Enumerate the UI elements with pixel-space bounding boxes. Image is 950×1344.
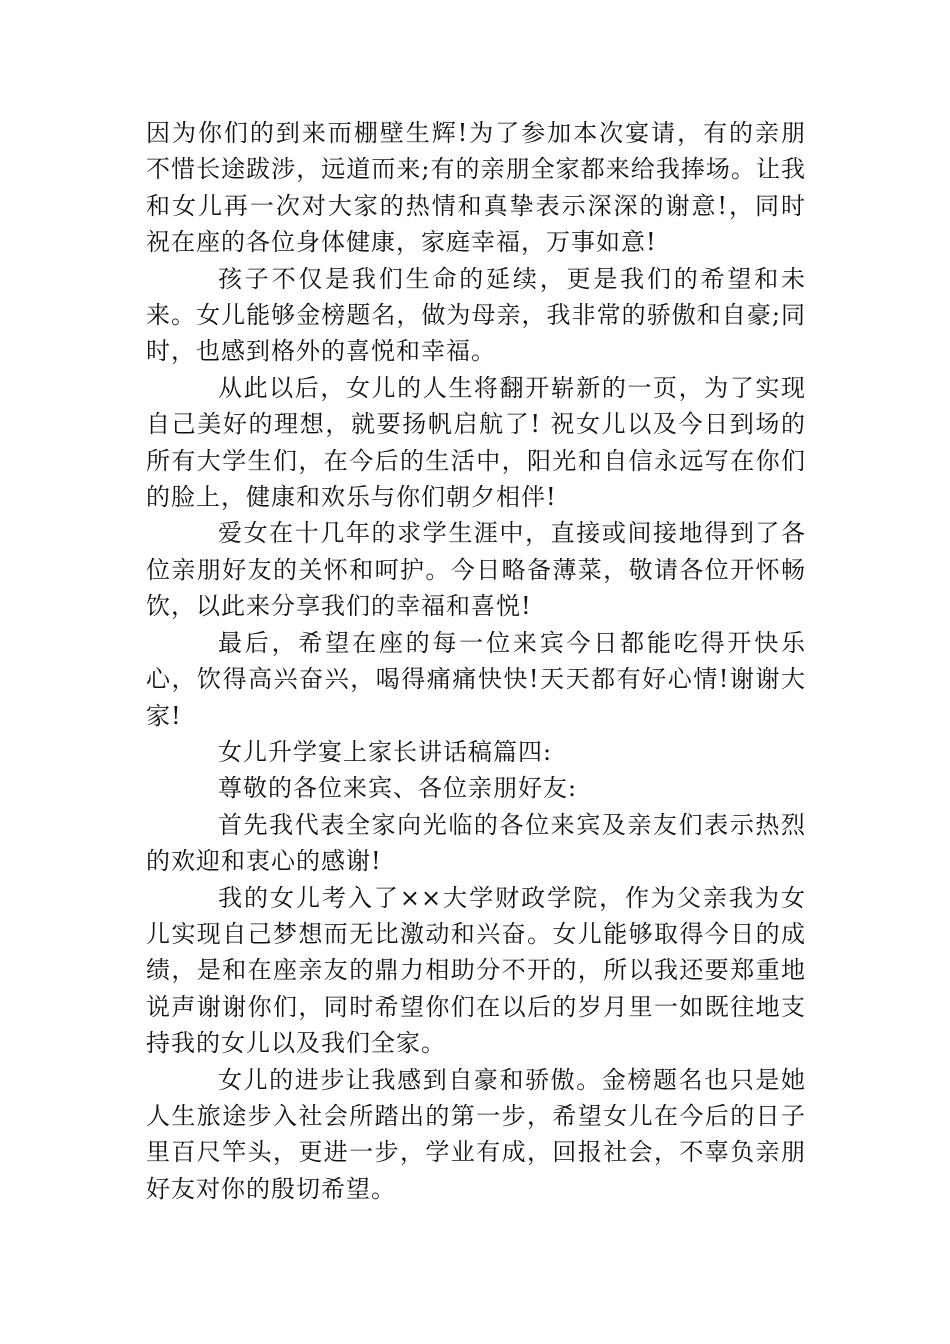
paragraph: 从此以后，女儿的人生将翻开崭新的一页，为了实现自己美好的理想，就要扬帆启航了! 祝女儿以及今日到场的所有大学生们，在今后的生活中，阳光和自信永远写在你们的脸上，健康和欢乐与你们朝夕相伴! <box>146 373 806 512</box>
paragraph: 首先我代表全家向光临的各位来宾及亲友们表示热烈的欢迎和衷心的感谢! <box>146 810 806 876</box>
section-heading: 女儿升学宴上家长讲话稿篇四: <box>218 737 553 766</box>
document-body <box>146 115 806 1207</box>
paragraph-continuation: 因为你们的到来而棚壁生辉!为了参加本次宴请，有的亲朋不惜长途跋涉，远道而来;有的亲朋全家都来给我捧场。让我和女儿再一次对大家的热情和真挚表示深深的谢意!，同时祝在座的各位身体健康，家庭幸福，万事如意! <box>146 119 806 257</box>
paragraph: 我的女儿考入了××大学财政学院，作为父亲我为女儿实现自己梦想而无比激动和兴奋。女儿能够取得今日的成绩，是和在座亲友的鼎力相助分不开的，所以我还要郑重地说声谢谢你们，同时希望你们在以后的岁月里一如既往地支持我的女儿以及我们全家。 <box>146 883 806 1058</box>
paragraph: 爱女在十几年的求学生涯中，直接或间接地得到了各位亲朋好友的关怀和呵护。今日略备薄菜，敬请各位开怀畅饮，以此来分享我们的幸福和喜悦! <box>146 519 806 621</box>
paragraph: 最后，希望在座的每一位来宾今日都能吃得开快乐心，饮得高兴奋兴，喝得痛痛快快!天天都有好心情!谢谢大家! <box>146 628 806 730</box>
salutation: 尊敬的各位来宾、各位亲朋好友: <box>218 774 578 803</box>
paragraph: 孩子不仅是我们生命的延续，更是我们的希望和未来。女儿能够金榜题名，做为母亲，我非常的骄傲和自豪;同时，也感到格外的喜悦和幸福。 <box>146 264 806 366</box>
paragraph: 女儿的进步让我感到自豪和骄傲。金榜题名也只是她人生旅途步入社会所踏出的第一步，希望女儿在今后的日子里百尺竿头，更进一步，学业有成，回报社会，不辜负亲朋好友对你的殷切希望。 <box>146 1065 806 1203</box>
